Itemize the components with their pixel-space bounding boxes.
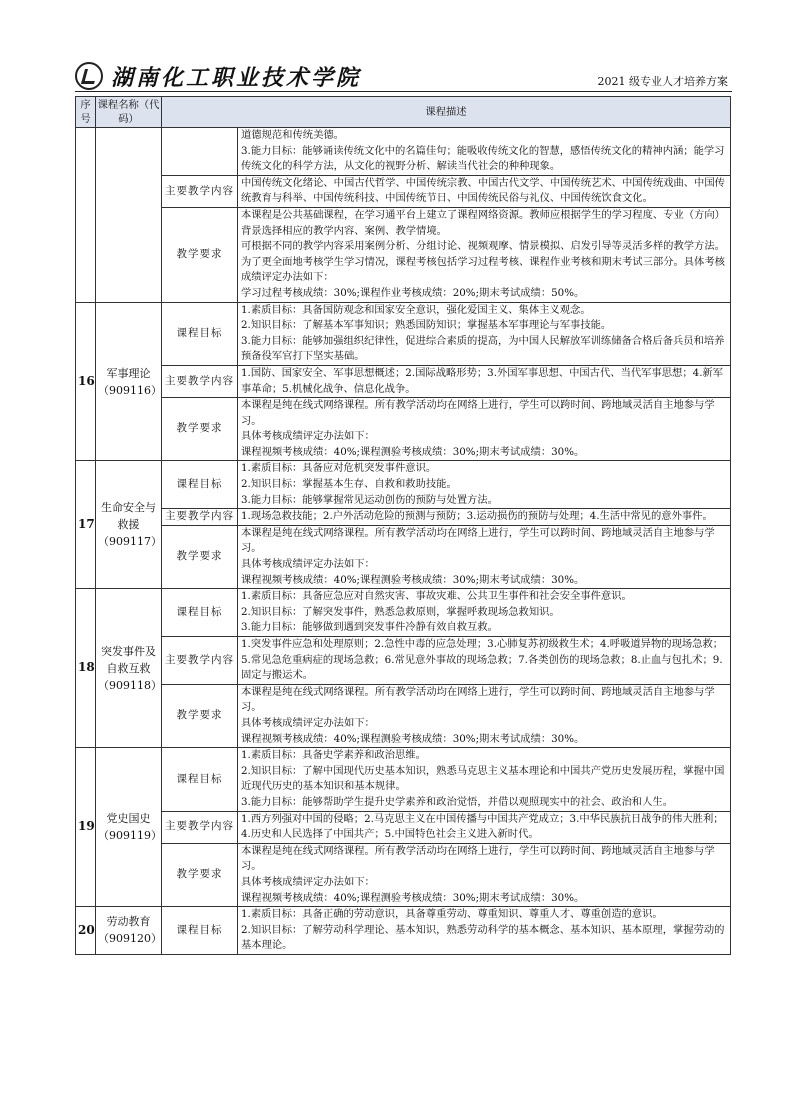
course-name <box>96 748 162 907</box>
course-section-label: 课程目标 <box>162 302 238 365</box>
table-row <box>76 684 731 747</box>
course-number: 17 <box>76 461 96 589</box>
table-row <box>76 461 731 509</box>
course-section-label: 教学要求 <box>162 843 238 906</box>
description-line: 1.现场急救技能；2.户外活动危险的预测与预防；3.运动损伤的预防与处理；4.生活中常见的意外事件。 <box>241 510 713 523</box>
course-description <box>238 365 731 397</box>
header-divider <box>75 91 732 92</box>
description-line: 1.西方列强对中国的侵略；2.马克思主义在中国传播与中国共产党成立；3.中华民族抗日战争的伟大胜利；4.历史和人民选择了中国共产；5.中国特色社会主义进入新时代。 <box>241 812 724 841</box>
description-line: 1.素质目标：具备正确的劳动意识，具备尊重劳动、尊重知识、尊重人才、尊重创造的意识。 <box>241 908 663 921</box>
table-row <box>76 907 731 955</box>
course-section-label: 教学要求 <box>162 684 238 747</box>
description-line: 1.国防、国家安全、军事思想概述；2.国际战略形势；3.外国军事思想、中国古代、当代军事思想；4.新军事革命；5.机械化战争、信息化战争。 <box>241 366 724 395</box>
school-logo <box>75 62 361 90</box>
course-description <box>238 207 731 302</box>
description-line: 1.素质目标：具备国防观念和国家安全意识，强化爱国主义、集体主义观念。 <box>241 303 591 316</box>
description-line: 本课程是纯在线式网络课程。所有教学活动均在网络上进行，学生可以跨时间、跨地域灵活自主地参与学习。 <box>241 526 715 555</box>
table-row <box>76 843 731 906</box>
description-line: 具体考核成绩评定办法如下： <box>241 875 375 888</box>
table-row <box>76 811 731 843</box>
table-header-row <box>76 97 731 128</box>
course-title: 生命安全与救援 <box>101 501 156 532</box>
page-header <box>75 62 732 92</box>
course-table <box>75 96 731 955</box>
description-line: 本课程是公共基础课程，在学习通平台上建立了课程网络资源。教师应根据学生的学习程度、专业（方向）背景选择相应的教学内容、案例、教学情境。 <box>241 208 725 237</box>
description-line: 3.能力目标：能够做到遇到突发事件冷静有效自救互救。 <box>241 621 498 634</box>
course-section-label: 主要教学内容 <box>162 365 238 397</box>
course-section-label: 课程目标 <box>162 748 238 811</box>
description-line: 3.能力目标：能够加强组织纪律性，促进综合素质的提高，为中国人民解放军训练储备合格后备兵员和培养预备役军官打下坚实基础。 <box>241 334 725 363</box>
course-section-label: 教学要求 <box>162 207 238 302</box>
course-name <box>96 128 162 303</box>
course-section-label: 主要教学内容 <box>162 637 238 685</box>
col-header-num: 序号 <box>76 97 96 128</box>
course-name <box>96 461 162 589</box>
description-line: 学习过程考核成绩：30%;课程作业考核成绩：20%;期末考试成绩：50%。 <box>241 286 585 299</box>
course-number <box>76 128 96 303</box>
table-row <box>76 525 731 588</box>
description-line: 3.能力目标：能够诵读传统文化中的名篇佳句；能吸收传统文化的智慧，感悟传统文化的精神内涵；能学习传统文化的科学方法，从文化的视野分析、解读当代社会的种种现象。 <box>241 144 725 173</box>
description-line: 2.知识目标：了解中国现代历史基本知识，熟悉马克思主义基本理论和中国共产党历史发展历程，掌握中国近现代历史的基本知识和基本规律。 <box>241 764 725 793</box>
table-row <box>76 509 731 526</box>
table-row <box>76 175 731 207</box>
table-body <box>76 128 731 955</box>
course-description <box>238 684 731 747</box>
school-name: 湖南化工职业技术学院 <box>111 64 362 91</box>
course-title: 军事理论 <box>106 366 151 380</box>
description-line: 课程视频考核成绩：40%;课程测验考核成绩：30%;期末考试成绩：30%。 <box>241 445 585 458</box>
document-title: 2021 级专业人才培养方案 <box>597 75 728 88</box>
course-code: （909120） <box>98 932 162 946</box>
course-section-label <box>162 128 238 176</box>
course-name <box>96 302 162 461</box>
description-line: 课程视频考核成绩：40%;课程测验考核成绩：30%;期末考试成绩：30%。 <box>241 732 585 745</box>
course-name <box>96 907 162 955</box>
description-line: 2.知识目标：了解劳动科学理论、基本知识，熟悉劳动科学的基本概念、基本知识、基本原理，掌握劳动的基本理论。 <box>241 923 725 952</box>
course-section-label: 教学要求 <box>162 525 238 588</box>
course-section-label: 课程目标 <box>162 907 238 955</box>
course-title: 突发事件及自救互救 <box>101 644 156 675</box>
description-line: 具体考核成绩评定办法如下： <box>241 430 375 443</box>
course-code: （909116） <box>98 383 162 397</box>
course-description <box>238 398 731 461</box>
course-section-label: 教学要求 <box>162 398 238 461</box>
school-emblem-icon <box>75 62 103 90</box>
description-line: 道德规范和传统美德。 <box>241 129 344 141</box>
description-line: 1.突发事件应急和处理原则；2.急性中毒的应急处理；3.心肺复苏初级救生术；4.呼吸道异物的现场急救；5.常见急危重病症的现场急救；6.常见意外事故的现场急救；7.各类创伤的现场急救；8.止血与包扎术；9.固定与搬运术。 <box>241 638 724 682</box>
description-line: 2.知识目标：了解突发事件，熟悉急救原则，掌握呼救现场急救知识。 <box>241 605 560 618</box>
table-row <box>76 398 731 461</box>
course-description <box>238 589 731 637</box>
col-header-desc: 课程描述 <box>162 97 731 128</box>
description-line: 具体考核成绩评定办法如下： <box>241 558 375 571</box>
course-description <box>238 509 731 526</box>
table-row <box>76 365 731 397</box>
course-title: 党史国史 <box>106 812 151 826</box>
course-description <box>238 302 731 365</box>
course-description <box>238 637 731 685</box>
description-line: 本课程是纯在线式网络课程。所有教学活动均在网络上进行，学生可以跨时间、跨地域灵活自主地参与学习。 <box>241 399 715 427</box>
description-line: 3.能力目标：能够帮助学生提升史学素养和政治觉悟，并借以观照现实中的社会、政治和人生。 <box>241 795 673 808</box>
course-code: （909117） <box>98 535 162 549</box>
course-description <box>238 748 731 811</box>
course-number: 19 <box>76 748 96 907</box>
course-description <box>238 461 731 509</box>
course-description <box>238 175 731 207</box>
course-number: 16 <box>76 302 96 461</box>
description-line: 1.素质目标：具备应对危机突发事件意识。 <box>241 462 437 475</box>
course-description <box>238 811 731 843</box>
course-title: 劳动教育 <box>106 915 151 929</box>
course-description <box>238 907 731 955</box>
course-name <box>96 589 162 748</box>
course-number: 18 <box>76 589 96 748</box>
course-code: （909118） <box>98 678 162 692</box>
description-line: 课程视频考核成绩：40%;课程测验考核成绩：30%;期末考试成绩：30%。 <box>241 573 585 586</box>
description-line: 本课程是纯在线式网络课程。所有教学活动均在网络上进行，学生可以跨时间、跨地域灵活自主地参与学习。 <box>241 844 715 873</box>
description-line: 具体考核成绩评定办法如下： <box>241 716 375 729</box>
course-description <box>238 843 731 906</box>
table-row <box>76 128 731 176</box>
description-line: 1.素质目标：具备史学素养和政治思维。 <box>241 749 426 762</box>
course-description <box>238 128 731 176</box>
description-line: 课程视频考核成绩：40%;课程测验考核成绩：30%;期末考试成绩：30%。 <box>241 891 585 904</box>
description-line: 2.知识目标：了解基本军事知识；熟悉国防知识；掌握基本军事理论与军事技能。 <box>241 319 612 332</box>
course-section-label: 主要教学内容 <box>162 509 238 526</box>
table-row <box>76 589 731 637</box>
table-row <box>76 302 731 365</box>
description-line: 本课程是纯在线式网络课程。所有教学活动均在网络上进行，学生可以跨时间、跨地域灵活自主地参与学习。 <box>241 685 715 714</box>
description-line: 可根据不同的教学内容采用案例分析、分组讨论、视频观摩、情景模拟、启发引导等灵活多样的教学方法。 <box>241 240 725 253</box>
course-code: （909119） <box>98 829 162 843</box>
table-row <box>76 637 731 685</box>
description-line: 1.素质目标：具备应急应对自然灾害、事故灾难、公共卫生事件和社会安全事件意识。 <box>241 590 632 603</box>
description-line: 中国传统文化绪论、中国古代哲学、中国传统宗教、中国古代文学、中国传统艺术、中国传统戏曲、中国传统教育与科举、中国传统科技、中国传统节日、中国传统民俗与礼仪、中国传统饮食文化。 <box>241 176 725 205</box>
course-section-label: 课程目标 <box>162 461 238 509</box>
description-line: 2.知识目标：掌握基本生存、自救和救助技能。 <box>241 478 457 491</box>
course-number: 20 <box>76 907 96 955</box>
course-section-label: 主要教学内容 <box>162 175 238 207</box>
col-header-name: 课程名称（代码） <box>96 97 162 128</box>
description-line: 3.能力目标：能够掌握常见运动创伤的预防与处置方法。 <box>241 493 498 506</box>
course-description <box>238 525 731 588</box>
course-section-label: 主要教学内容 <box>162 811 238 843</box>
table-row <box>76 207 731 302</box>
description-line: 为了更全面地考核学生学习情况，课程考核包括学习过程考核、课程作业考核和期末考试三部分。具体考核成绩评定办法如下： <box>241 255 725 284</box>
course-section-label: 课程目标 <box>162 589 238 637</box>
table-row <box>76 748 731 811</box>
